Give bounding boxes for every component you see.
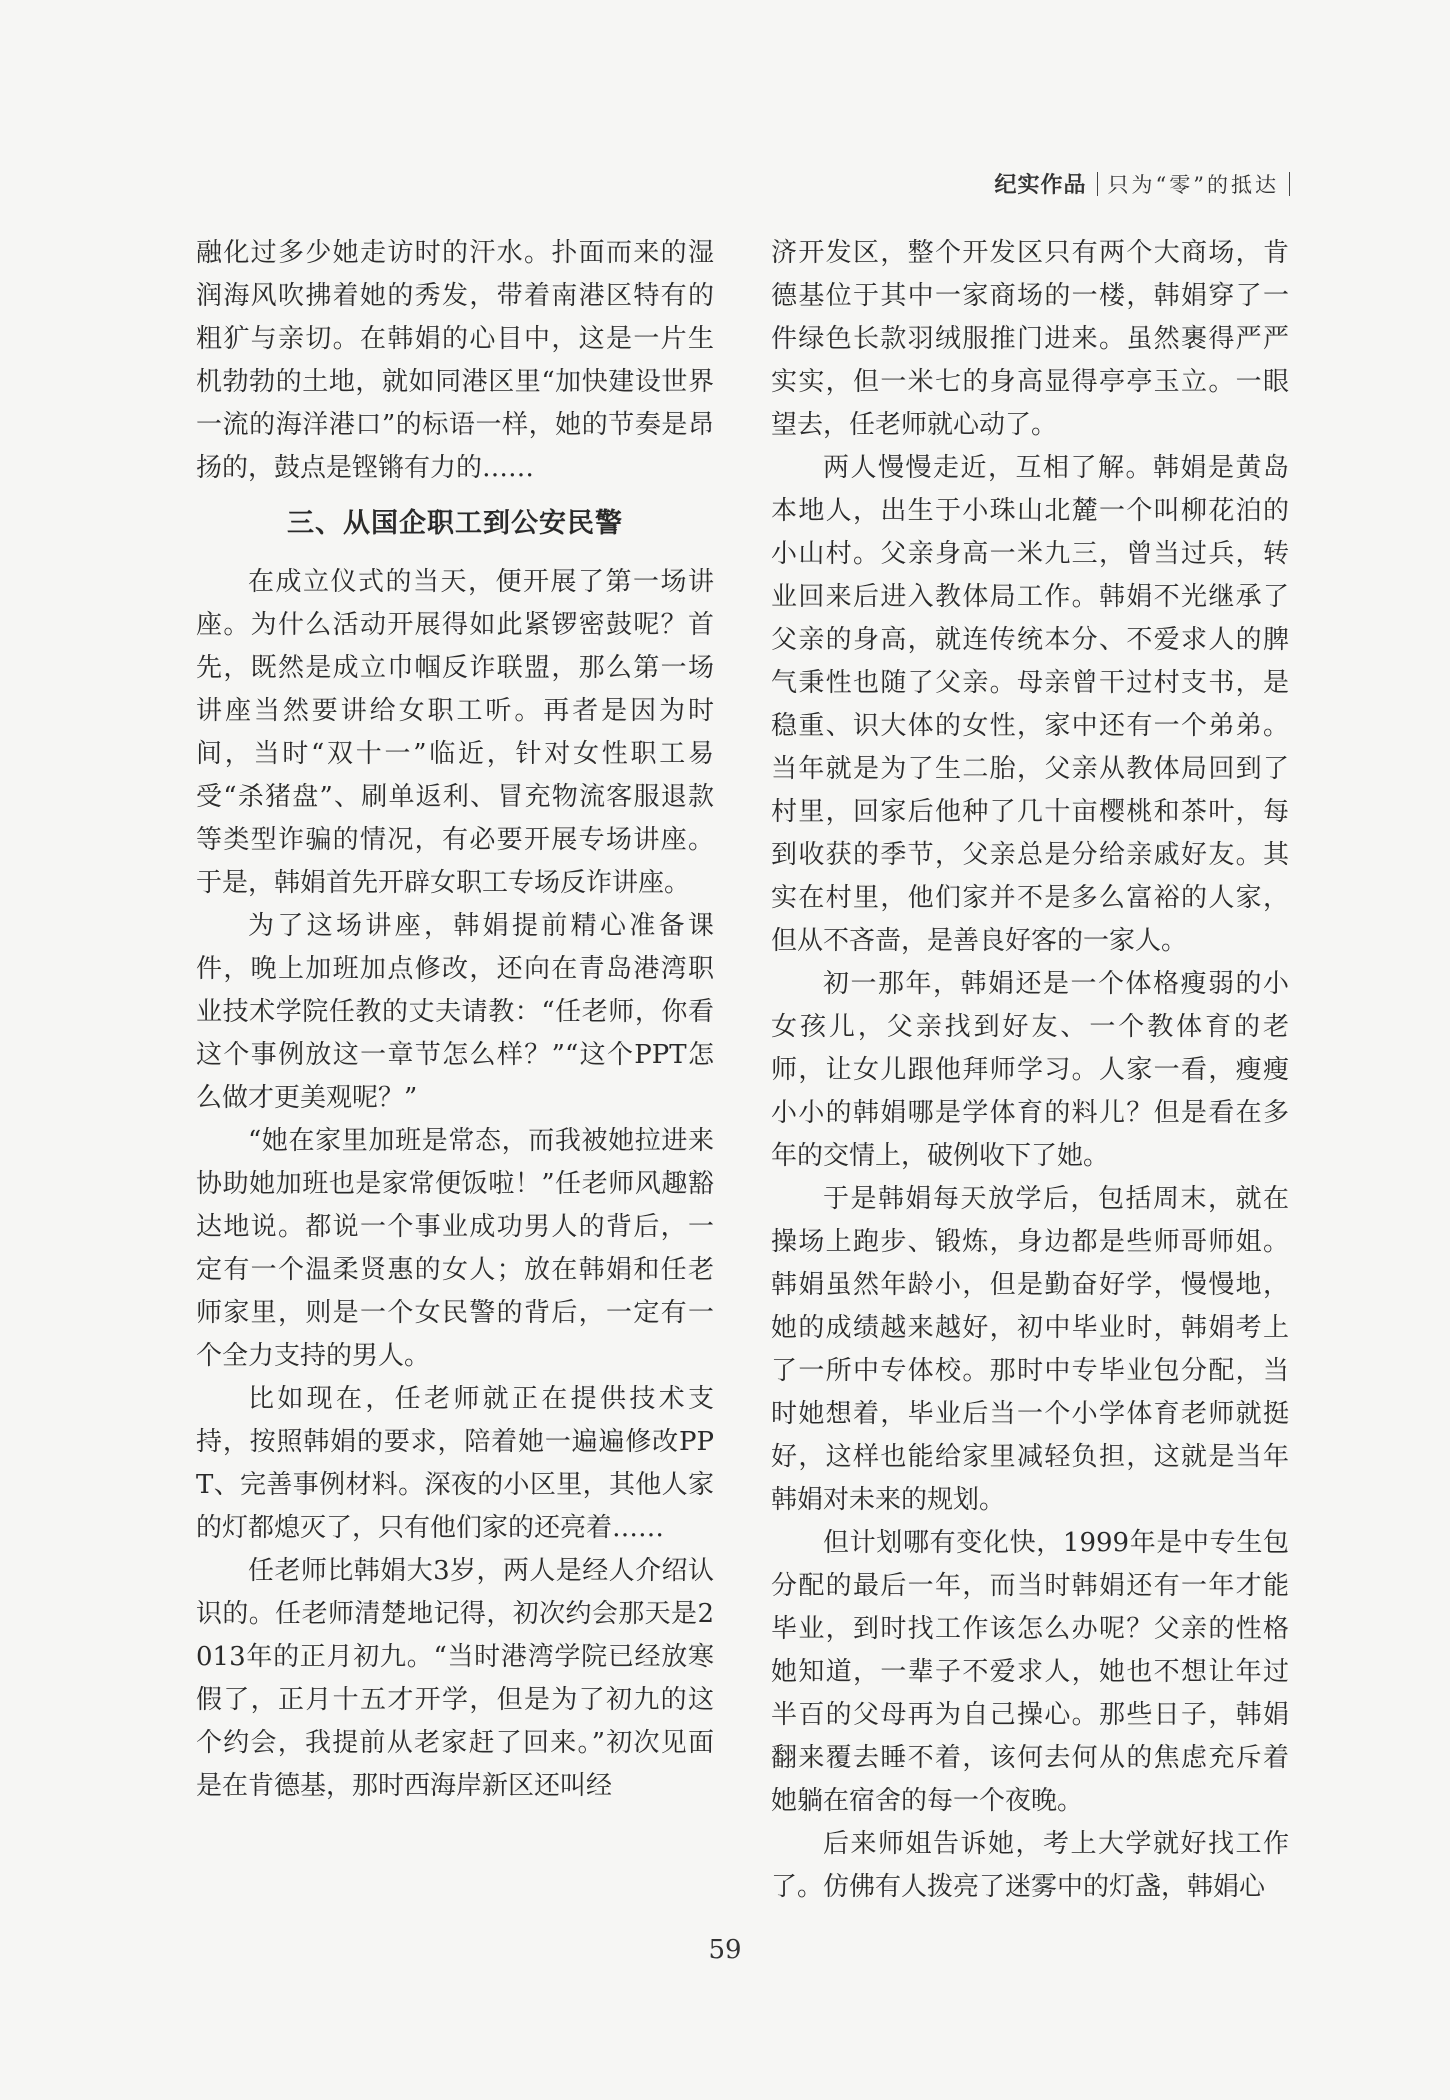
page-number: 59 — [708, 1935, 742, 1965]
divider — [1097, 172, 1098, 196]
paragraph: 融化过多少她走访时的汗水。扑面而来的湿润海风吹拂着她的秀发，带着南港区特有的粗犷与亲切。在韩娟的心目中，这是一片生机勃勃的土地，就如同港区里“加快建设世界一流的海洋港口”的标语一样，她的节奏是昂扬的，鼓点是铿锵有力的…… — [196, 238, 714, 483]
section-name: 纪实作品 — [994, 173, 1087, 198]
divider — [1289, 172, 1290, 196]
paragraph: 在成立仪式的当天，便开展了第一场讲座。为什么活动开展得如此紧锣密鼓呢？首先，既然是成立巾帼反诈联盟，那么第一场讲座当然要讲给女职工听。再者是因为时间，当时“双十一”临近，针对女性职工易受“杀猪盘”、刷单返利、冒充物流客服退款等类型诈骗的情况，有必要开展专场讲座。于是，韩娟首先开辟女职工专场反诈讲座。 — [196, 567, 714, 898]
paragraph: 初一那年，韩娟还是一个体格瘦弱的小女孩儿，父亲找到好友、一个教体育的老师，让女儿跟他拜师学习。人家一看，瘦瘦小小的韩娟哪是学体育的料儿？但是看在多年的交情上，破例收下了她。 — [771, 969, 1289, 1171]
article-title: 只为“零”的抵达 — [1107, 172, 1279, 197]
paragraph: 任老师比韩娟大3岁，两人是经人介绍认识的。任老师清楚地记得，初次约会那天是2013年的正月初九。“当时港湾学院已经放寒假了，正月十五才开学，但是为了初九的这个约会，我提前从老家赶了回来。”初次见面是在肯德基，那时西海岸新区还叫经 — [196, 1556, 714, 1801]
running-head — [995, 168, 1291, 199]
paragraph: 比如现在，任老师就正在提供技术支持，按照韩娟的要求，陪着她一遍遍修改PPT、完善事例材料。深夜的小区里，其他人家的灯都熄灭了，只有他们家的还亮着…… — [196, 1384, 714, 1543]
paragraph: 但计划哪有变化快，1999年是中专生包分配的最后一年，而当时韩娟还有一年才能毕业，到时找工作该怎么办呢？父亲的性格她知道，一辈子不爱求人，她也不想让年过半百的父母再为自己操心。那些日子，韩娟翻来覆去睡不着，该何去何从的焦虑充斥着她躺在宿舍的每一个夜晚。 — [771, 1528, 1289, 1816]
paragraph: 为了这场讲座，韩娟提前精心准备课件，晚上加班加点修改，还向在青岛港湾职业技术学院任教的丈夫请教：“任老师，你看这个事例放这一章节怎么样？”“这个PPT怎么做才更美观呢？” — [196, 911, 714, 1113]
paragraph: “她在家里加班是常态，而我被她拉进来协助她加班也是家常便饭啦！”任老师风趣豁达地说。都说一个事业成功男人的背后，一定有一个温柔贤惠的女人；放在韩娟和任老师家里，则是一个女民警的背后，一定有一个全力支持的男人。 — [196, 1126, 714, 1371]
paragraph: 后来师姐告诉她，考上大学就好找工作了。仿佛有人拨亮了迷雾中的灯盏，韩娟心 — [771, 1829, 1289, 1902]
paragraph: 两人慢慢走近，互相了解。韩娟是黄岛本地人，出生于小珠山北麓一个叫柳花泊的小山村。父亲身高一米九三，曾当过兵，转业回来后进入教体局工作。韩娟不光继承了父亲的身高，就连传统本分、不爱求人的脾气秉性也随了父亲。母亲曾干过村支书，是稳重、识大体的女性，家中还有一个弟弟。当年就是为了生二胎，父亲从教体局回到了村里，回家后他种了几十亩樱桃和茶叶，每到收获的季节，父亲总是分给亲戚好友。其实在村里，他们家并不是多么富裕的人家，但从不吝啬，是善良好客的一家人。 — [771, 453, 1289, 956]
paragraph: 济开发区，整个开发区只有两个大商场，肯德基位于其中一家商场的一楼，韩娟穿了一件绿色长款羽绒服推门进来。虽然裹得严严实实，但一米七的身高显得亭亭玉立。一眼望去，任老师就心动了。 — [771, 238, 1289, 440]
section-heading: 三、从国企职工到公安民警 — [287, 508, 623, 539]
paragraph: 于是韩娟每天放学后，包括周末，就在操场上跑步、锻炼，身边都是些师哥师姐。韩娟虽然年龄小，但是勤奋好学，慢慢地，她的成绩越来越好，初中毕业时，韩娟考上了一所中专体校。那时中专毕业包分配，当时她想着，毕业后当一个小学体育老师就挺好，这样也能给家里减轻负担，这就是当年韩娟对未来的规划。 — [771, 1184, 1289, 1515]
left-column — [196, 232, 714, 1808]
right-column — [771, 232, 1289, 1909]
